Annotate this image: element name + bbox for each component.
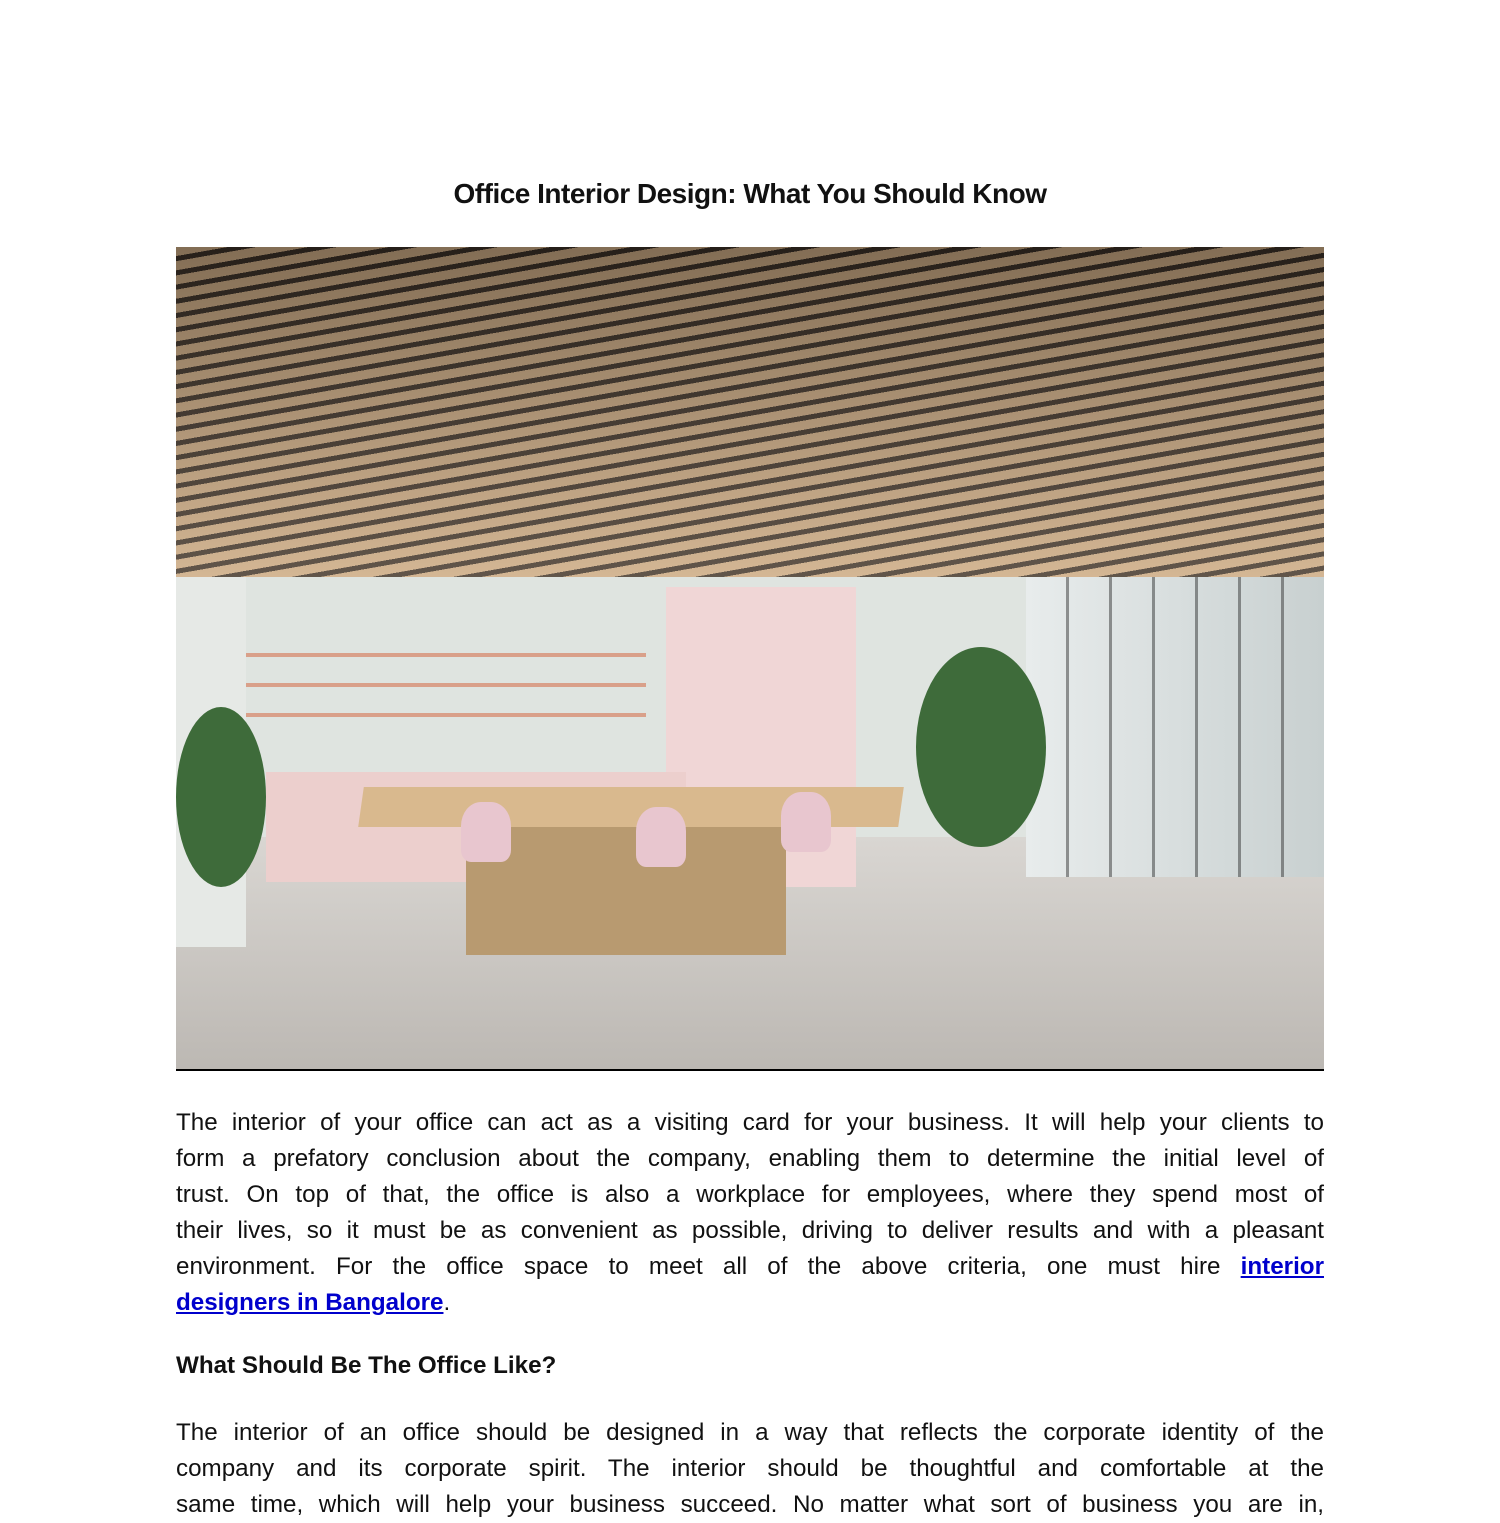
chair (461, 802, 511, 862)
glass-partitions (1026, 577, 1324, 877)
text-line: The interior of an office should be designed in a way that reflects the corporate identity of the (176, 1419, 1324, 1446)
section-paragraph (176, 1415, 1324, 1523)
text-line: their lives, so it must be as convenient as possible, driving to deliver results and with a pleasant (176, 1217, 1324, 1244)
shelves (246, 627, 646, 717)
text-segment: environment. For the office space to meet all of the above criteria, one must hire (176, 1253, 1221, 1280)
plant (176, 707, 266, 887)
text-line: same time, which will help your business succeed. No matter what sort of business you are in, (176, 1491, 1324, 1518)
image-underline (176, 1069, 1324, 1071)
table-base (466, 825, 786, 955)
interior-designers-link[interactable]: interior (1240, 1253, 1324, 1280)
interior-designers-link-cont[interactable]: designers in Bangalore (176, 1289, 444, 1316)
period: . (443, 1289, 451, 1316)
chair (636, 807, 686, 867)
text-line (176, 1249, 1324, 1285)
text-line (176, 1285, 1324, 1321)
text-line: company and its corporate spirit. The interior should be thoughtful and comfortable at the (176, 1455, 1324, 1482)
text-line: form a prefatory conclusion about the company, enabling them to determine the initial level of (176, 1145, 1324, 1172)
chair (781, 792, 831, 852)
intro-paragraph (176, 1105, 1324, 1321)
document-title: Office Interior Design: What You Should Know (453, 178, 1047, 209)
ceiling-shade (176, 247, 1324, 577)
office-interior-photo (176, 247, 1324, 1069)
text-line: trust. On top of that, the office is also a workplace for employees, where they spend most of (176, 1181, 1324, 1208)
text-line: The interior of your office can act as a visiting card for your business. It will help your clients to (176, 1109, 1324, 1136)
section-heading: What Should Be The Office Like? (176, 1352, 557, 1379)
plant (916, 647, 1046, 847)
